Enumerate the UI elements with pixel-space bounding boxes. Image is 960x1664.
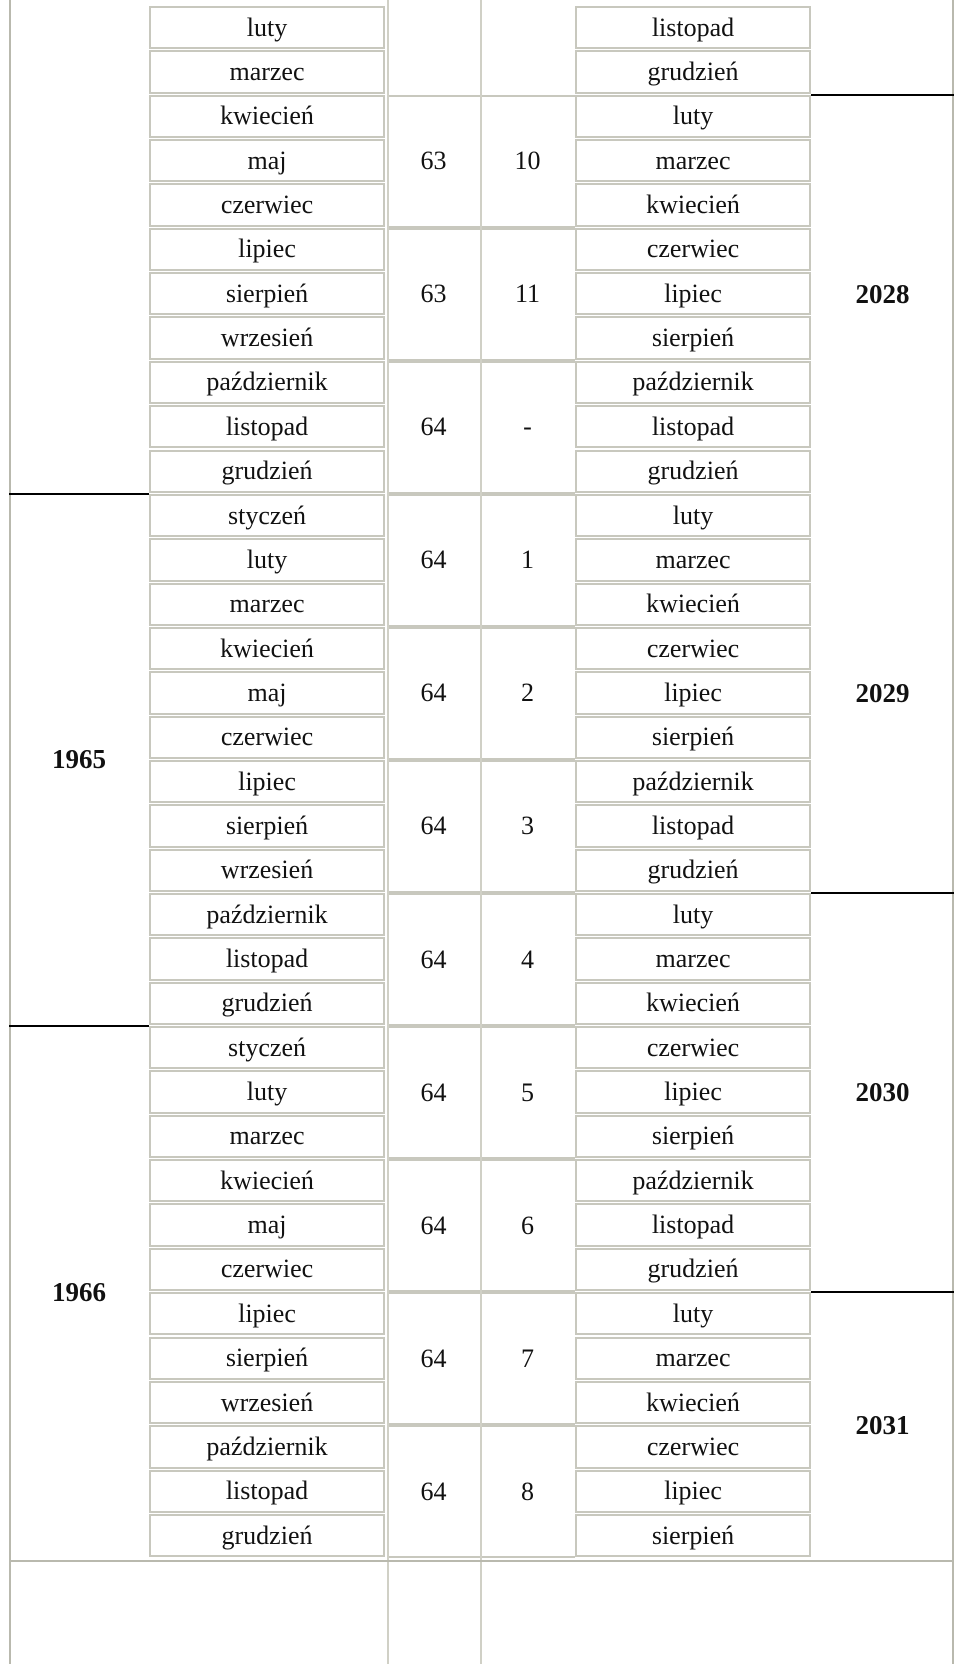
birth-month-cell: kwiecień — [149, 95, 385, 138]
age-months-cell: 8 — [480, 1425, 575, 1558]
retirement-month-cell: czerwiec — [575, 1425, 811, 1468]
birth-month-cell: wrzesień — [149, 1381, 385, 1424]
age-years-cell: 64 — [387, 1425, 480, 1558]
retirement-year-cell: 2030 — [855, 1077, 910, 1108]
retirement-month-cell: listopad — [575, 405, 811, 448]
retirement-month-cell: czerwiec — [575, 228, 811, 271]
retirement-month-cell: lipiec — [575, 272, 811, 315]
birth-month-cell: marzec — [149, 1115, 385, 1158]
retirement-month-cell: grudzień — [575, 50, 811, 93]
birth-month-cell: kwiecień — [149, 1159, 385, 1202]
birth-month-cell: grudzień — [149, 982, 385, 1025]
birth-month-cell: wrzesień — [149, 849, 385, 892]
retirement-month-cell: czerwiec — [575, 1026, 811, 1069]
retirement-month-cell: listopad — [575, 804, 811, 847]
age-months-cell: 11 — [480, 228, 575, 361]
birth-month-cell: maj — [149, 139, 385, 182]
birth-month-cell: czerwiec — [149, 1248, 385, 1291]
birth-month-cell: listopad — [149, 405, 385, 448]
birth-month-cell: marzec — [149, 583, 385, 626]
retirement-month-cell: październik — [575, 361, 811, 404]
birth-month-cell: luty — [149, 6, 385, 49]
table-bottom-border — [9, 1560, 954, 1562]
birth-month-cell: maj — [149, 1203, 385, 1246]
birth-month-cell: czerwiec — [149, 183, 385, 226]
retirement-month-cell: kwiecień — [575, 183, 811, 226]
birth-month-cell: wrzesień — [149, 316, 385, 359]
age-months-cell: 3 — [480, 760, 575, 893]
birth-month-cell: lipiec — [149, 1292, 385, 1335]
birth-year-cell: 1965 — [52, 744, 106, 775]
age-years-cell: 63 — [387, 95, 480, 228]
group-separator — [811, 94, 954, 96]
retirement-month-cell: sierpień — [575, 1115, 811, 1158]
column-divider — [387, 0, 389, 1664]
retirement-month-cell: sierpień — [575, 1514, 811, 1557]
retirement-month-cell: marzec — [575, 139, 811, 182]
birth-month-cell: październik — [149, 893, 385, 936]
birth-month-cell: sierpień — [149, 804, 385, 847]
birth-month-cell: styczeń — [149, 494, 385, 537]
group-separator — [9, 1025, 149, 1027]
age-years-cell: 64 — [387, 1026, 480, 1159]
retirement-month-cell: marzec — [575, 538, 811, 581]
age-years-cell: 64 — [387, 627, 480, 760]
retirement-year-cell: 2031 — [855, 1409, 910, 1440]
age-years-cell: 64 — [387, 1159, 480, 1292]
retirement-month-cell: lipiec — [575, 1070, 811, 1113]
birth-month-cell: grudzień — [149, 450, 385, 493]
retirement-month-cell: marzec — [575, 937, 811, 980]
age-months-cell: 1 — [480, 494, 575, 627]
retirement-month-cell: kwiecień — [575, 583, 811, 626]
birth-month-cell: styczeń — [149, 1026, 385, 1069]
age-months-cell: 5 — [480, 1026, 575, 1159]
birth-month-cell: maj — [149, 671, 385, 714]
age-years-cell: 63 — [387, 228, 480, 361]
retirement-month-cell: sierpień — [575, 716, 811, 759]
birth-month-cell: sierpień — [149, 272, 385, 315]
age-years-cell: 64 — [387, 494, 480, 627]
retirement-month-cell: czerwiec — [575, 627, 811, 670]
age-months-cell: 10 — [480, 95, 575, 228]
retirement-month-cell: luty — [575, 494, 811, 537]
birth-month-cell: październik — [149, 361, 385, 404]
birth-month-cell: luty — [149, 538, 385, 581]
retirement-month-cell: listopad — [575, 1203, 811, 1246]
birth-month-cell: marzec — [149, 50, 385, 93]
retirement-month-cell: październik — [575, 1159, 811, 1202]
retirement-month-cell: sierpień — [575, 316, 811, 359]
birth-month-cell: luty — [149, 1070, 385, 1113]
retirement-month-cell: luty — [575, 1292, 811, 1335]
birth-year-cell: 1966 — [52, 1276, 106, 1307]
birth-month-cell: październik — [149, 1425, 385, 1468]
retirement-month-cell: lipiec — [575, 671, 811, 714]
retirement-month-cell: luty — [575, 95, 811, 138]
birth-month-cell: listopad — [149, 1470, 385, 1513]
age-months-cell: 2 — [480, 627, 575, 760]
retirement-month-cell: luty — [575, 893, 811, 936]
column-divider — [480, 0, 482, 1664]
age-years-cell: 64 — [387, 893, 480, 1026]
group-separator — [811, 892, 954, 894]
birth-month-cell: listopad — [149, 937, 385, 980]
age-years-cell: 64 — [387, 361, 480, 494]
birth-month-cell: lipiec — [149, 228, 385, 271]
age-months-cell: 7 — [480, 1292, 575, 1425]
retirement-month-cell: marzec — [575, 1337, 811, 1380]
retirement-month-cell: listopad — [575, 6, 811, 49]
age-months-cell: 6 — [480, 1159, 575, 1292]
birth-month-cell: sierpień — [149, 1337, 385, 1380]
retirement-month-cell: grudzień — [575, 450, 811, 493]
retirement-month-cell: październik — [575, 760, 811, 803]
age-years-cell: 64 — [387, 760, 480, 893]
birth-month-cell: lipiec — [149, 760, 385, 803]
birth-month-cell: czerwiec — [149, 716, 385, 759]
group-separator — [9, 493, 149, 495]
age-months-cell: 4 — [480, 893, 575, 1026]
retirement-year-cell: 2029 — [855, 677, 910, 708]
retirement-year-cell: 2028 — [855, 278, 910, 309]
birth-month-cell: grudzień — [149, 1514, 385, 1557]
retirement-month-cell: lipiec — [575, 1470, 811, 1513]
age-years-cell: 64 — [387, 1292, 480, 1425]
retirement-month-cell: kwiecień — [575, 982, 811, 1025]
age-months-cell: - — [480, 361, 575, 494]
group-separator — [811, 1291, 954, 1293]
retirement-month-cell: grudzień — [575, 1248, 811, 1291]
retirement-month-cell: grudzień — [575, 849, 811, 892]
birth-month-cell: kwiecień — [149, 627, 385, 670]
retirement-month-cell: kwiecień — [575, 1381, 811, 1424]
